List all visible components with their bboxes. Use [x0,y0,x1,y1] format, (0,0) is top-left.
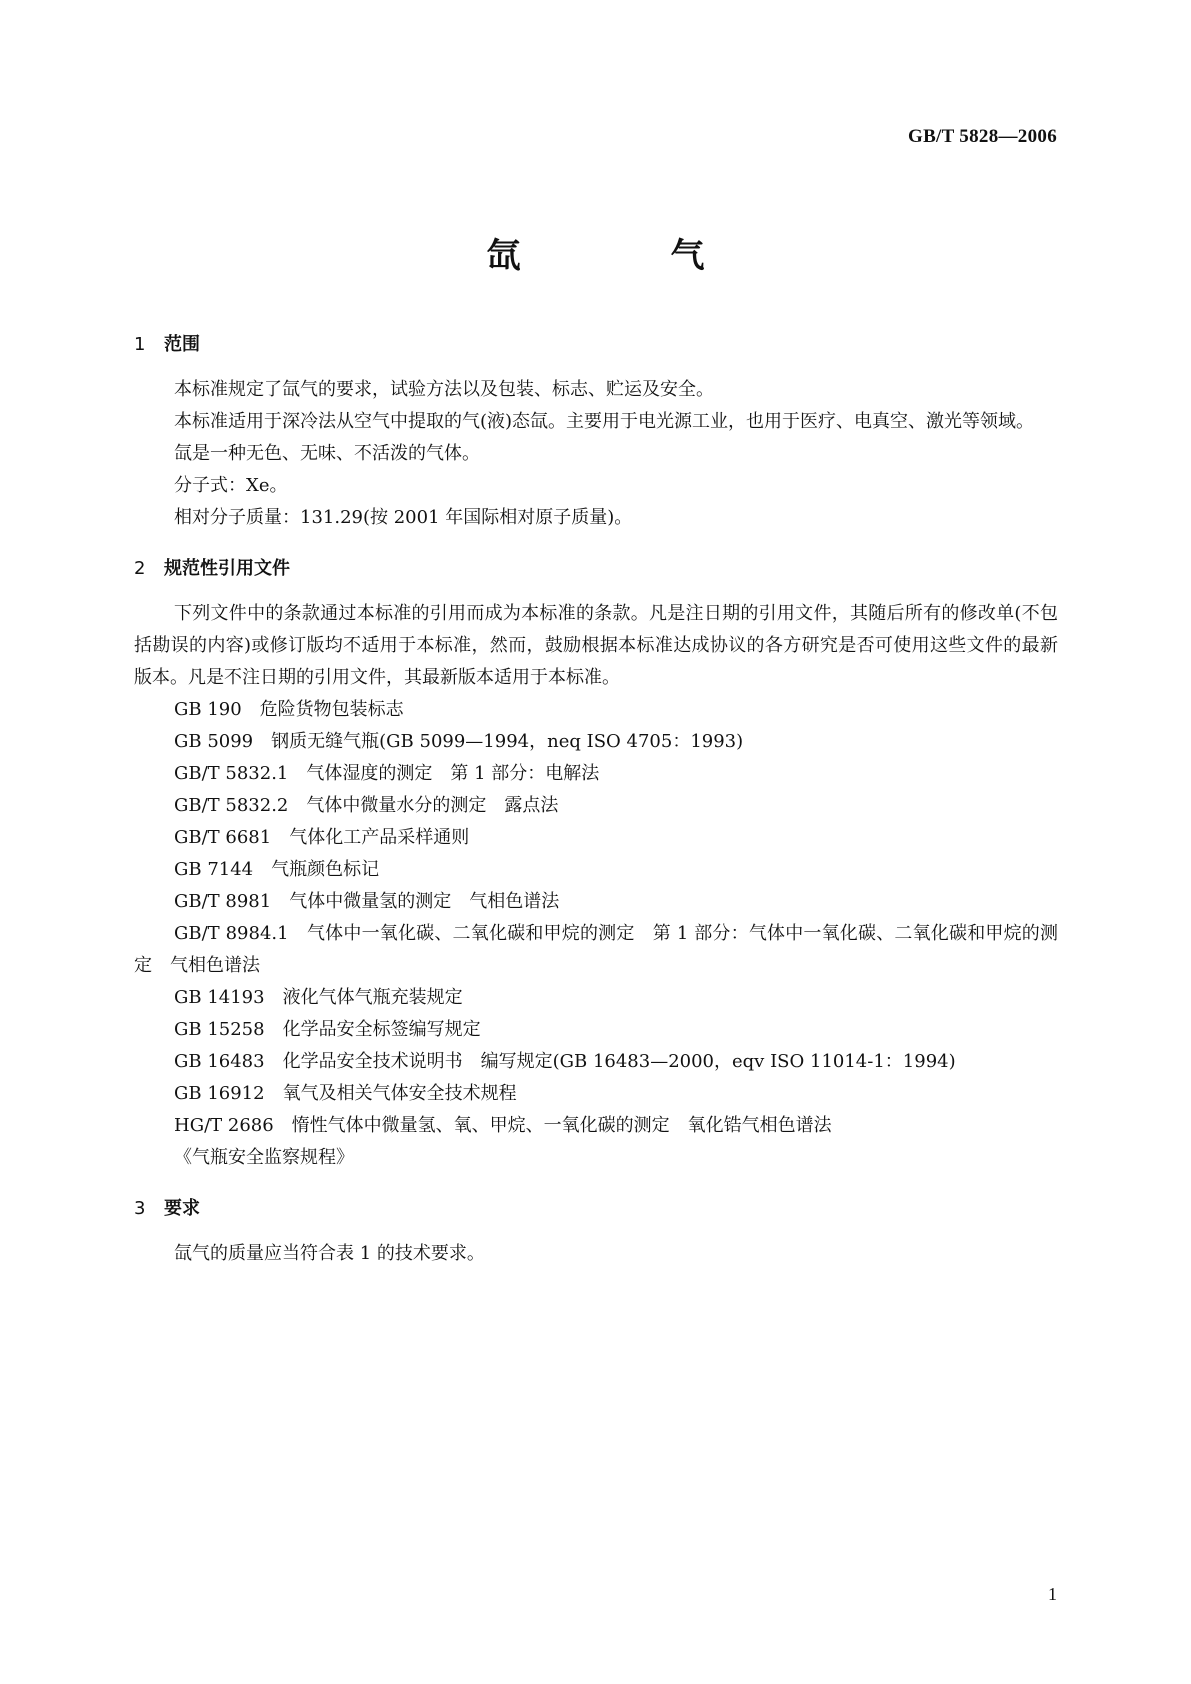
s2-intro-paragraph: 下列文件中的条款通过本标准的引用而成为本标准的条款。凡是注日期的引用文件，其随后所有的修改单(不包括勘误的内容)或修订版均不适用于本标准，然而，鼓励根据本标准达成协议的各方研究是否可使用这些文件的最新版本。凡是不注日期的引用文件，其最新版本适用于本标准。 [134,603,1058,688]
header-standard-code: GB/T 5828—2006 [907,126,1057,147]
s3-paragraph: 氙气的质量应当符合表 1 的技术要求。 [174,1243,485,1264]
reference-item: GB 16483 化学品安全技术说明书 编写规定(GB 16483—2000，eqv ISO 11014-1：1994) [174,1051,956,1072]
section-2-number: 2 [134,558,146,579]
page-number: 1 [1048,1584,1057,1604]
reference-item: GB/T 6681 气体化工产品采样通则 [174,827,470,848]
document-title: 氙 气 [486,236,763,276]
reference-item: GB 15258 化学品安全标签编写规定 [174,1019,481,1040]
section-2-heading [134,554,1058,584]
section-3-heading [134,1194,1058,1224]
reference-item: HG/T 2686 惰性气体中微量氢、氧、甲烷、一氧化碳的测定 氧化锆气相色谱法 [174,1115,832,1136]
s1-paragraph: 本标准适用于深冷法从空气中提取的气(液)态氙。主要用于电光源工业，也用于医疗、电真空、激光等领域。 [174,411,1035,432]
section-3-title: 要求 [164,1198,200,1219]
reference-item: 《气瓶安全监察规程》 [174,1147,354,1168]
reference-item: GB 14193 液化气体气瓶充装规定 [174,987,463,1008]
section-2-title: 规范性引用文件 [164,558,290,579]
s1-paragraph: 相对分子质量：131.29(按 2001 年国际相对原子质量)。 [174,507,633,528]
section-3-number: 3 [134,1198,146,1219]
s1-paragraph: 本标准规定了氙气的要求，试验方法以及包装、标志、贮运及安全。 [174,379,714,400]
reference-item: GB 16912 氧气及相关气体安全技术规程 [174,1083,517,1104]
s1-paragraph: 分子式：Xe。 [174,475,288,496]
reference-item: GB/T 8981 气体中微量氢的测定 气相色谱法 [174,891,560,912]
s1-paragraph: 氙是一种无色、无味、不活泼的气体。 [174,443,480,464]
reference-item: GB 5099 钢质无缝气瓶(GB 5099—1994，neq ISO 4705：1993) [174,731,744,752]
reference-item: GB/T 5832.2 气体中微量水分的测定 露点法 [174,795,559,816]
reference-item: GB 190 危险货物包装标志 [174,699,404,720]
document-body [134,330,1058,1270]
section-1-number: 1 [134,334,146,355]
reference-item: GB/T 5832.1 气体湿度的测定 第 1 部分：电解法 [174,763,600,784]
reference-item: GB 7144 气瓶颜色标记 [174,859,380,880]
reference-item: GB/T 8984.1 气体中一氧化碳、二氧化碳和甲烷的测定 第 1 部分：气体中一氧化碳、二氧化碳和甲烷的测定 气相色谱法 [134,923,1058,976]
section-1-heading [134,330,1058,360]
section-1-title: 范围 [164,334,200,355]
